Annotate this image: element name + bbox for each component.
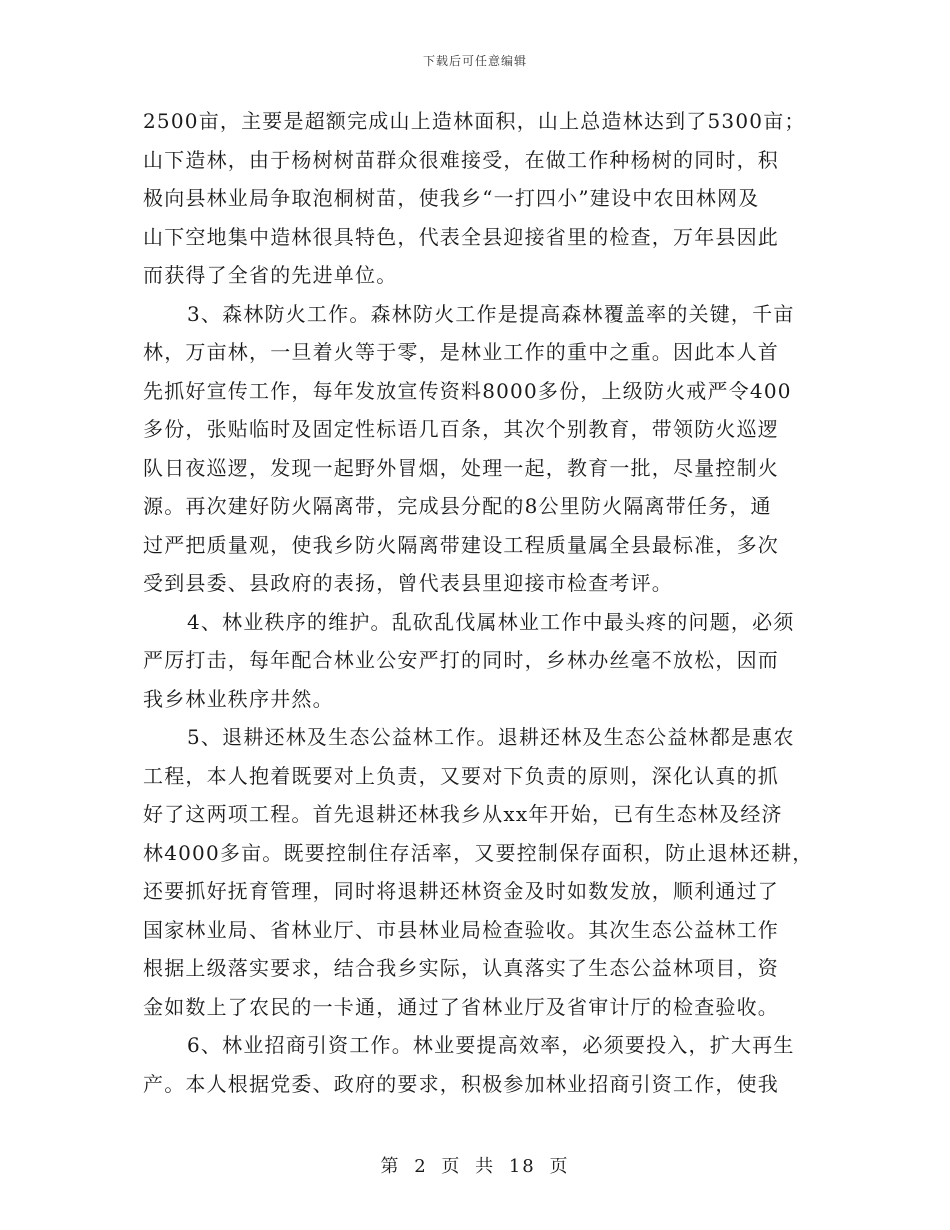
text-line: 先抓好宣传工作，每年发放宣传资料8000多份，上级防火戒严令400	[143, 378, 792, 403]
text-line: 而获得了全省的先进单位。	[143, 263, 398, 287]
paragraph-start-line: 4、林业秩序的维护。乱砍乱伐属林业工作中最头疼的问题，必须	[187, 609, 795, 634]
document-body	[143, 102, 814, 1103]
page-header-note: 下载后可任意编辑	[422, 54, 527, 68]
text-line: 严厉打击，每年配合林业公安严打的同时，乡林办丝毫不放松，因而	[143, 648, 779, 672]
paragraph-start-line: 5、退耕还林及生态公益林工作。退耕还林及生态公益林都是惠农	[187, 725, 795, 749]
text-line: 国家林业局、省林业厅、市县林业局检查验收。其次生态公益林工作	[143, 917, 779, 942]
text-line: 多份，张贴临时及固定性标语几百条，其次个别教育，带领防火巡逻	[143, 417, 779, 441]
paragraph-start-line: 6、林业招商引资工作。林业要提高效率，必须要投入，扩大再生	[187, 1033, 795, 1057]
text-line: 2500亩，主要是超额完成山上造林面积，山上总造林达到了5300亩；	[143, 109, 806, 133]
text-line: 过严把质量观，使我乡防火隔离带建设工程质量属全县最标准，多次	[143, 532, 779, 557]
text-line: 林，万亩林，一旦着火等于零，是林业工作的重中之重。因此本人首	[143, 340, 779, 364]
text-line: 源。再次建好防火隔离带，完成县分配的8公里防火隔离带任务，通	[143, 494, 772, 518]
text-line: 林4000多亩。既要控制住存活率，又要控制保存面积，防止退林还耕，	[143, 840, 814, 865]
text-line: 我乡林业秩序井然。	[143, 686, 334, 711]
text-line: 山下造林，由于杨树树苗群众很难接受，在做工作种杨树的同时，积	[143, 147, 779, 172]
text-line: 队日夜巡逻，发现一起野外冒烟，处理一起，教育一批，尽量控制火	[143, 455, 779, 480]
text-line: 金如数上了农民的一卡通，通过了省林业厅及省审计厅的检查验收。	[143, 994, 779, 1019]
text-line: 好了这两项工程。首先退耕还林我乡从xx年开始，已有生态林及经济	[143, 802, 783, 826]
page-number-footer: 第 2 页 共 18 页	[380, 1156, 570, 1177]
text-line: 极向县林业局争取泡桐树苗，使我乡“一打四小”建设中农田林网及	[143, 186, 760, 210]
text-line: 山下空地集中造林很具特色，代表全县迎接省里的检查，万年县因此	[143, 224, 779, 249]
text-line: 根据上级落实要求，结合我乡实际，认真落实了生态公益林项目，资	[143, 956, 779, 980]
text-line: 工程，本人抱着既要对上负责，又要对下负责的原则，深化认真的抓	[143, 763, 779, 788]
text-line: 受到县委、县政府的表扬，曾代表县里迎接市检查考评。	[143, 571, 673, 595]
paragraph-start-line: 3、森林防火工作。森林防火工作是提高森林覆盖率的关键，千亩	[187, 301, 795, 326]
text-line: 产。本人根据党委、政府的要求，积极参加林业招商引资工作，使我	[143, 1071, 779, 1096]
text-line: 还要抓好抚育管理，同时将退耕还林资金及时如数发放，顺利通过了	[143, 879, 779, 903]
